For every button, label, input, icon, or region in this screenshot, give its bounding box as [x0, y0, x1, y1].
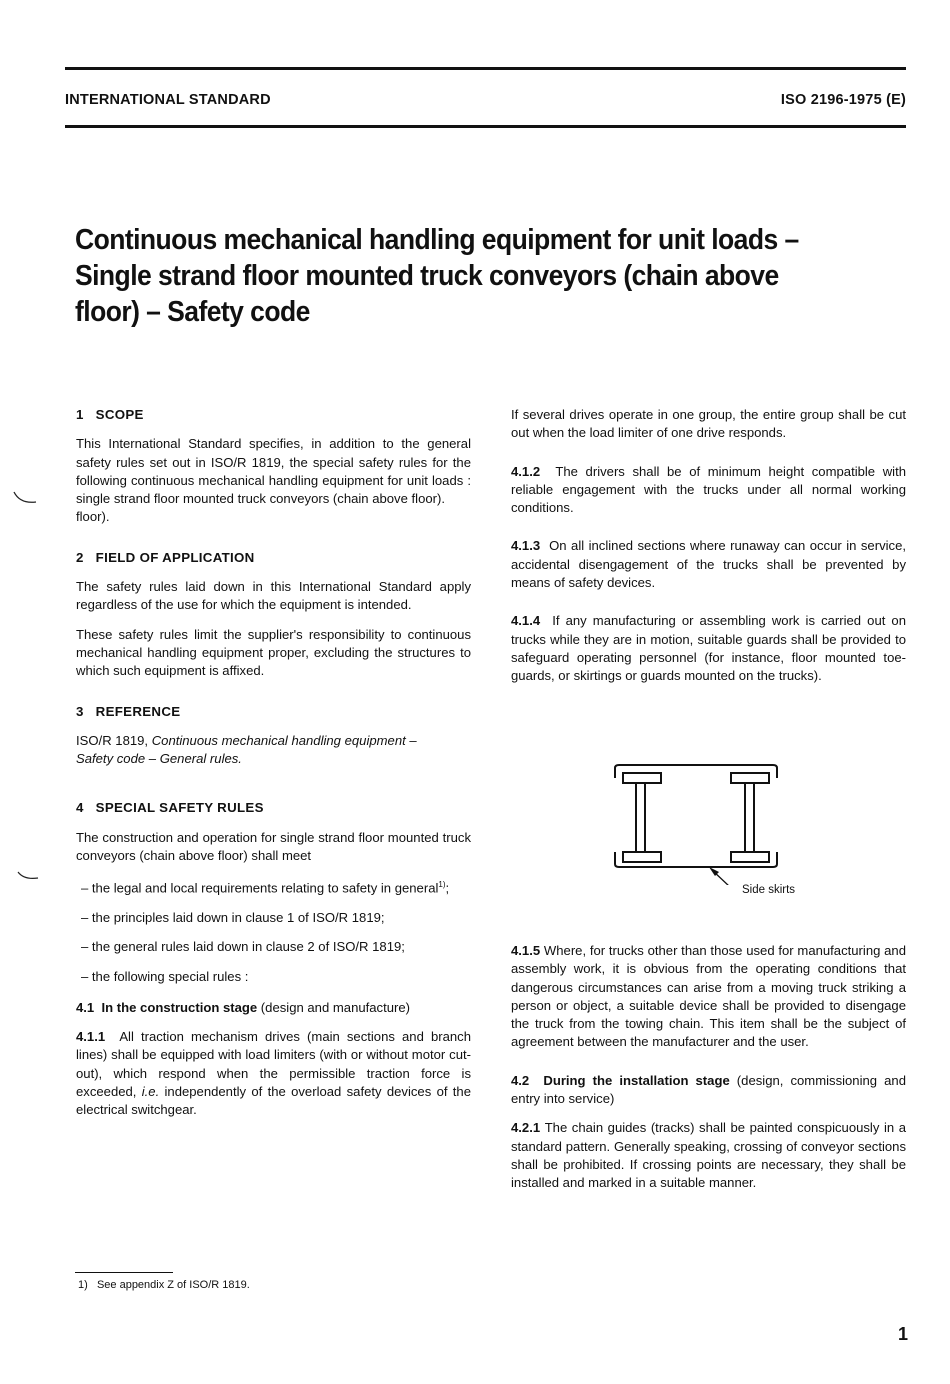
scope-stray-text: floor). — [76, 509, 110, 525]
page-title — [75, 222, 866, 330]
title-line-2: Single strand floor mounted truck conveyors (chain above — [75, 260, 779, 292]
margin-mark-icon — [10, 488, 40, 512]
special-bullet-2: – the principles laid down in clause 1 of ISO/R 1819; — [81, 910, 385, 925]
special-bullet-3: – the general rules laid down in clause 2 of ISO/R 1819; — [81, 939, 405, 955]
section-heading-scope: 1 SCOPE — [76, 407, 144, 422]
footnote: 1) See appendix Z of ISO/R 1819. — [78, 1279, 250, 1291]
section-4-1-1-continued: If several drives operate in one group, the entire group shall be cut out when the load limiter of one drive responds. — [511, 407, 906, 441]
reference-code: ISO/R 1819, — [76, 732, 152, 748]
header-left: INTERNATIONAL STANDARD — [65, 92, 271, 108]
header-bottom-rule — [65, 125, 906, 128]
section-heading-field: 2 FIELD OF APPLICATION — [76, 549, 255, 565]
section-4-2: 4.2 During the installation stage (design, commissioning and entry into service) — [511, 1072, 906, 1107]
section-heading-reference: 3 REFERENCE — [76, 703, 181, 719]
field-para-1: The safety rules laid down in this International Standard apply regardless of the use for which the equipment is intended. — [76, 579, 471, 613]
section-4-1-5: 4.1.5 Where, for trucks other than those used for manufacturing and assembly work, it is obvious from the operating conditions that dangerous circumstances can arise from a moving truck striking a person or object, a suitable device shall be provided to disengage the truck from the towing chain. This item shall be the subject of agreement between the manufacturer and the user. — [511, 943, 907, 1050]
header-top-rule — [65, 67, 906, 70]
right-column — [511, 406, 906, 686]
section-4-1-1: 4.1.1 All traction mechanism drives (main sections and branch lines) shall be equipped with load limiters (with or without motor cut-out), which respond when the permissible traction force is exceeded, i.e. independently of the overload safety devices of the electrical switchgear. — [76, 1029, 471, 1118]
section-4-1-3: 4.1.3 On all inclined sections where runaway can occur in service, accidental disengagement of the trucks shall be prevented by means of safety devices. — [511, 538, 906, 591]
section-4-1: 4.1 In the construction stage (design and manufacture) — [76, 999, 411, 1015]
side-skirts-figure — [605, 760, 795, 885]
section-4-1-2: 4.1.2 The drivers shall be of minimum height compatible with reliable engagement with the trucks under all normal working conditions. — [511, 463, 906, 516]
reference-body — [76, 732, 471, 769]
special-bullet-1: – the legal and local requirements relating to safety in general$^{1)}$; — [81, 880, 450, 896]
field-para-2: These safety rules limit the supplier's responsibility to continuous mechanical handling equipment proper, excluding the structures to which such equipment is affixed. — [76, 626, 471, 679]
margin-mark-icon — [14, 868, 44, 888]
title-line-1: Continuous mechanical handling equipment for unit loads – — [75, 224, 799, 256]
title-line-3: floor) – Safety code — [75, 296, 310, 328]
left-column — [76, 406, 471, 1120]
figure-caption: Side skirts — [742, 884, 796, 896]
special-intro: The construction and operation for single strand floor mounted truck conveyors (chain above floor) shall meet — [76, 829, 471, 864]
section-heading-special: 4 SPECIAL SAFETY RULES — [76, 800, 264, 816]
scope-body: This International Standard specifies, in addition to the general safety rules set out in ISO/R 1819, the special safety rules for the following continuous mechanical handling equipment for unit loads : single strand floor mounted truck conveyors (chain above floor). — [76, 436, 471, 507]
section-4-2-1: 4.2.1 The chain guides (tracks) shall be painted conspicuously in a standard pattern. Generally speaking, crossing of conveyor sections shall be prohibited. If crossing points are necessary, they shall be installed and marked in a suitable manner. — [511, 1120, 906, 1191]
special-bullet-4: – the following special rules : — [81, 968, 249, 984]
footnote-rule — [75, 1272, 173, 1273]
header-right: ISO 2196-1975 (E) — [780, 92, 906, 108]
section-4-1-4: 4.1.4 If any manufacturing or assembling work is carried out on trucks while they are in motion, suitable guards shall be provided to safeguard operating personnel (for instance, floor mounted toe-guards, or skirtings or guards mounted on the trucks). — [511, 613, 906, 684]
right-column-lower — [511, 942, 906, 1193]
reference-title-2: Safety code – General rules. — [76, 751, 242, 767]
reference-title-1: Continuous mechanical handling equipment – — [151, 732, 417, 748]
page-number: 1 — [898, 1324, 909, 1344]
